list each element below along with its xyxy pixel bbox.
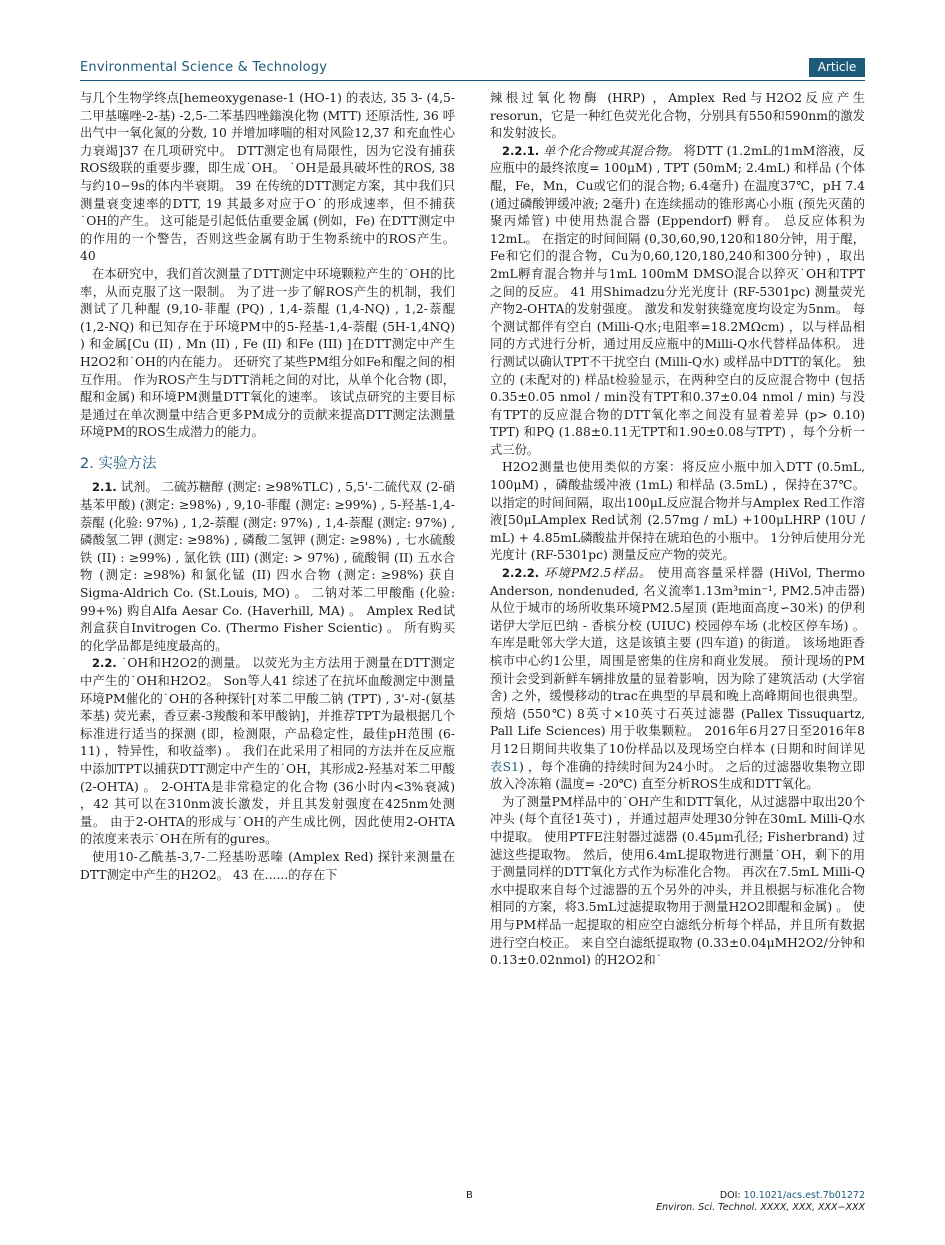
paragraph-intro-cont: 与几个生物学终点[hemeoxygenase-1 (HO-1) 的表达, 35 3- (4,5-二甲基噻唑-2-基) -2,5-二苯基四唑鎓溴化物 (MTT) 还原活性, 36 呼出气中一氧化氮的分数, 10 并增加哮喘的相对风险12,37 和充血性心力衰竭]37 在几项研究中。 DTT测定也有局限性，因为它没有捕获ROS级联的重要步骤，即生成˙OH。 ˙OH是最具破坏性的ROS, 38 与约10−9s的体内半衰期。 39 在传统的DTT测定方案，其中我们只测量衰变速率的DTT, 19 其最多对应于O˙的形成速率，但不捕获˙OH的产生。 这可能是引起低估重要金属 (例如，Fe) 在DTT测定中的作用的一个警告，否则这些金属有助于生物系统中的ROS产生。 40 <box>80 91 455 264</box>
paragraph-amplex-red: 使用10-乙酰基-3,7-二羟基吩恶嗪 (Amplex Red) 探针来测量在DTT测定中产生的H2O2。 43 在......的存在下 <box>80 849 455 882</box>
subsection-label-2-2: 2.2. <box>92 656 117 671</box>
header-rule <box>80 80 865 81</box>
right-column <box>490 90 865 970</box>
paragraph-hrp: 辣根过氧化物酶 (HRP) ，Amplex Red与H2O2反应产生resorun，它是一种红色荧光化合物，分别具有550和590nm的激发和发射波长。 <box>490 91 865 141</box>
journal-name: Environmental Science & Technology <box>80 60 328 75</box>
doi-line <box>656 1190 865 1202</box>
paragraph-pm-extraction: 为了测量PM样品中的˙OH产生和DTT氧化，从过滤器中取出20个冲头 (每个直径1英寸) ，并通过超声处理30分钟在30mL Milli-Q水中提取。 使用PTFE注射器过滤器 (0.45μm孔径; Fisherbrand) 过滤这些提取物。 然后，使用6.4mL提取物进行测量˙OH，剩下的用于测量同样的DTT氧化方式作为标准化合物。 再次在7.5mL Milli-Q水中提取来自每个过滤器的五个另外的冲头，并且根据与标准化合物相同的方案，将3.5mL过滤提取物用于测量H2O2即醌和金属) 。 使用与PM样品一起提取的相应空白滤纸分析每个样品，并且所有数据进行空白校正。 来自空白滤纸提取物 (0.33±0.04μMH2O2/分钟和0.13±0.02nmol) 的H2O2和˙ <box>490 794 865 968</box>
ambient-pm-text: 使用高容量采样器 (HiVol, Thermo Anderson, nondenuded, 名义流率1.13m³min⁻¹, PM2.5冲击器) 从位于城市的场所收集环境PM2.5屋顶 (距地面高度∽30米) 的伊利诺伊大学厄巴纳 - 香槟分校 (UIUC) 校园停车场 (北校区停车场) 。 车库是毗邻大学大道，这是该镇主要 (四车道) 的街道。 该场地距香槟市中心约1公里，周围是密集的住房和商业发展。 预计现场的PM预计会受到新鲜车辆排放量的显着影响，因为除了建筑活动 (大学宿舍) 之外，缓慢移动的trac在典型的早晨和晚上高峰期间也很典型。 预焙 (550℃) 8英寸×10英寸石英过滤器 (Pallex Tissuquartz, Pall Life Sciences) 用于收集颗粒。 2016年6月27日至2016年8月12日期间共收集了10份样品以及现场空白样本 (日期和时间详见 <box>490 566 866 756</box>
subsection-label-2-1: 2.1. <box>92 480 117 495</box>
paragraph-study-aim: 在本研究中，我们首次测量了DTT测定中环境颗粒产生的˙OH的比率，从而克服了这一限制。 为了进一步了解ROS产生的机制，我们测试了几种醌 (9,10-菲醌 (PQ) , 1,4-萘醌 (1,4-NQ) , 1,2-萘醌 (1,2-NQ) 和已知存在于环境PM中的5-羟基-1,4-萘醌 (5H-1,4NQ) ) 和金属[Cu (II) , Mn (II) , Fe (II) 和Fe (III) ]在DTT测定中产生H2O2和˙OH的内在能力。 还研究了某些PM组分如Fe和醌之间的相互作用。 作为ROS产生与DTT消耗之间的对比，从单个化合物 (即，醌和金属) 和环境PM测量DTT氧化的速率。 该试点研究的主要目标是通过在单次测量中结合更多PM成分的贡献来提高DTT测定法测量环境PM的ROS生成潜力的能力。 <box>80 266 455 440</box>
single-compounds-text: 将DTT (1.2mL的1mM溶液，反应瓶中的最终浓度= 100μM) , TPT (50mM; 2.4mL) 和样品 (个体醌，Fe，Mn，Cu或它们的混合物; 6.4毫升) 在温度37℃，pH 7.4 (通过磷酸钾缓冲液; 2毫升) 在连续摇动的锥形离心小瓶 (预先灭菌的聚丙烯管) 中使用热混合器 (Eppendorf) 孵育。 总反应体积为12mL。 在指定的时间间隔 (0,30,60,90,120和180分钟，用于醌，Fe和它们的混合物，Cu为0,60,120,180,240和300分钟) ，取出2mL孵育混合物并与1mL 100mM DMSO混合以猝灭˙OH和TPT之间的反应。 41 用Shimadzu分光光度计 (RF-5301pc) 测量荧光产物2-OHTA的发射强度。 激发和发射狭缝宽度均设定为5nm。 每个测试都伴有空白 (Milli-Q水;电阻率=18.2MΩcm) ，以与样品相同的方式进行分析，通过用反应瓶中的Milli-Q水代替样品体积。 进行测试以确认TPT不干扰空白 (Milli-Q水) 或样品中DTT的氧化。 独立的 (未配对的) 样品t检验显示，在两种空白的反应混合物中 (包括0.35±0.05 nmol / min没有TPT和0.37±0.04 nmol / min) 与没有TPT的反应混合物的DTT氧化率之间没有显着差异 (p> 0.10) TPT) 和PQ (1.88±0.11无TPT和1.90±0.08与TPT) ，每个分析一式三份。 <box>490 143 865 457</box>
oh-h2o2-text: ˙OH和H2O2的测量。 以荧光为主方法用于测量在DTT测定中产生的˙OH和H2O2。 Son等人41 综述了在抗坏血酸测定中测量环境PM催化的˙OH的各种探针[对苯二甲酸二钠 (TPT) , 3'-对-(氨基苯基) 荧光素，香豆素-3羧酸和苯甲酸钠]，并推荐TPT为最根据几个标准进行适当的探测 (即，检测限，产品稳定性，最佳pH范围 (6-11) ，特异性，和收益率) 。 我们在此采用了相同的方法并在反应瓶中添加TPT以捕获DTT测定中产生的˙OH，其形成2-羟基对苯二甲酸 (2-OHTA) 。 2-OHTA是非常稳定的化合物 (36小时内<3%衰减) ，42 其可以在310nm波长激发，并且其发射强度在425nm处测量。 由于2-OHTA的形成与˙OH的产生成比例，因此使用2-OHTA的浓度来表示˙OH在所有的gures。 <box>80 656 455 847</box>
paragraph-oh-h2o2-measure <box>80 655 455 849</box>
paragraph-reagents <box>80 479 455 655</box>
journal-header <box>80 58 865 80</box>
subsection-title-2-2-2: 环境PM2.5样品。 <box>544 566 653 581</box>
subsection-label-2-2-1: 2.2.1. <box>502 143 540 158</box>
footer-doi-block <box>656 1190 865 1214</box>
paragraph-h2o2-protocol: H2O2测量也使用类似的方案：将反应小瓶中加入DTT (0.5mL, 100μM) ，磷酸盐缓冲液 (1mL) 和样品 (3.5mL) ，保持在37℃。以指定的时间间隔，取出100μL反应混合物并与Amplex Red工作溶液[50μLAmplex Red试剂 (2.57mg / mL) +100μLHRP (10U / mL) + 4.85mL磷酸盐并保持在琥珀色的小瓶中。 1分钟后使用分光光度计 (RF-5301pc) 测量反应产物的荧光。 <box>490 460 865 563</box>
paragraph-ambient-pm <box>490 565 865 794</box>
table-s1-link[interactable]: 表S1 <box>490 759 519 774</box>
subsection-label-2-2-2: 2.2.2. <box>502 566 540 581</box>
doi-link[interactable]: 10.1021/acs.est.7b01272 <box>743 1190 865 1201</box>
article-badge: Article <box>809 58 865 77</box>
paragraph-single-compounds <box>490 143 865 460</box>
section-heading-methods: 2. 实验方法 <box>80 455 157 472</box>
doi-prefix: DOI: <box>719 1190 744 1201</box>
citation-line: Environ. Sci. Technol. XXXX, XXX, XXX−XXX <box>656 1202 865 1213</box>
reagents-text: 试剂。 二硫苏糖醇 (测定: ≥98%TLC) , 5,5'-二硫代双 (2-硝基苯甲酸) (测定: ≥98%) , 9,10-菲醌 (测定: ≥99%) , 5-羟基-1,4-萘醌 (化验: 97%) , 1,2-萘醌 (测定: 97%) , 1,4-萘醌 (测定: 97%) , 磷酸氢二钾 (测定: ≥98%) , 磷酸二氢钾 (测定: ≥98%) , 七水硫酸铁 (II) : ≥99%) , 氯化铁 (III) (测定: > 97%) , 硫酸铜 (II) 五水合物 (测定: ≥98%) 和氯化锰 (II) 四水合物 (测定: ≥98%) 获自Sigma-Aldrich Co. (St.Louis, MO) 。 二钠对苯二甲酸酯 (化验: 99+%) 购自Alfa Aesar Co. (Haverhill, MA) 。 Amplex Red试剂盒获自Invitrogen Co. (Thermo Fisher Scientic) 。 所有购买的化学品都是纯度最高的。 <box>80 480 455 653</box>
subsection-title-2-2-1: 单个化合物或其混合物。 <box>543 143 680 158</box>
page-number: B <box>466 1190 473 1201</box>
left-column <box>80 90 455 884</box>
ambient-pm-text-end: ) ，每个准确的持续时间为24小时。 之后的过滤器收集物立即放入冷冻箱 (温度= -20℃) 直至分析ROS生成和DTT氧化。 <box>490 759 866 792</box>
